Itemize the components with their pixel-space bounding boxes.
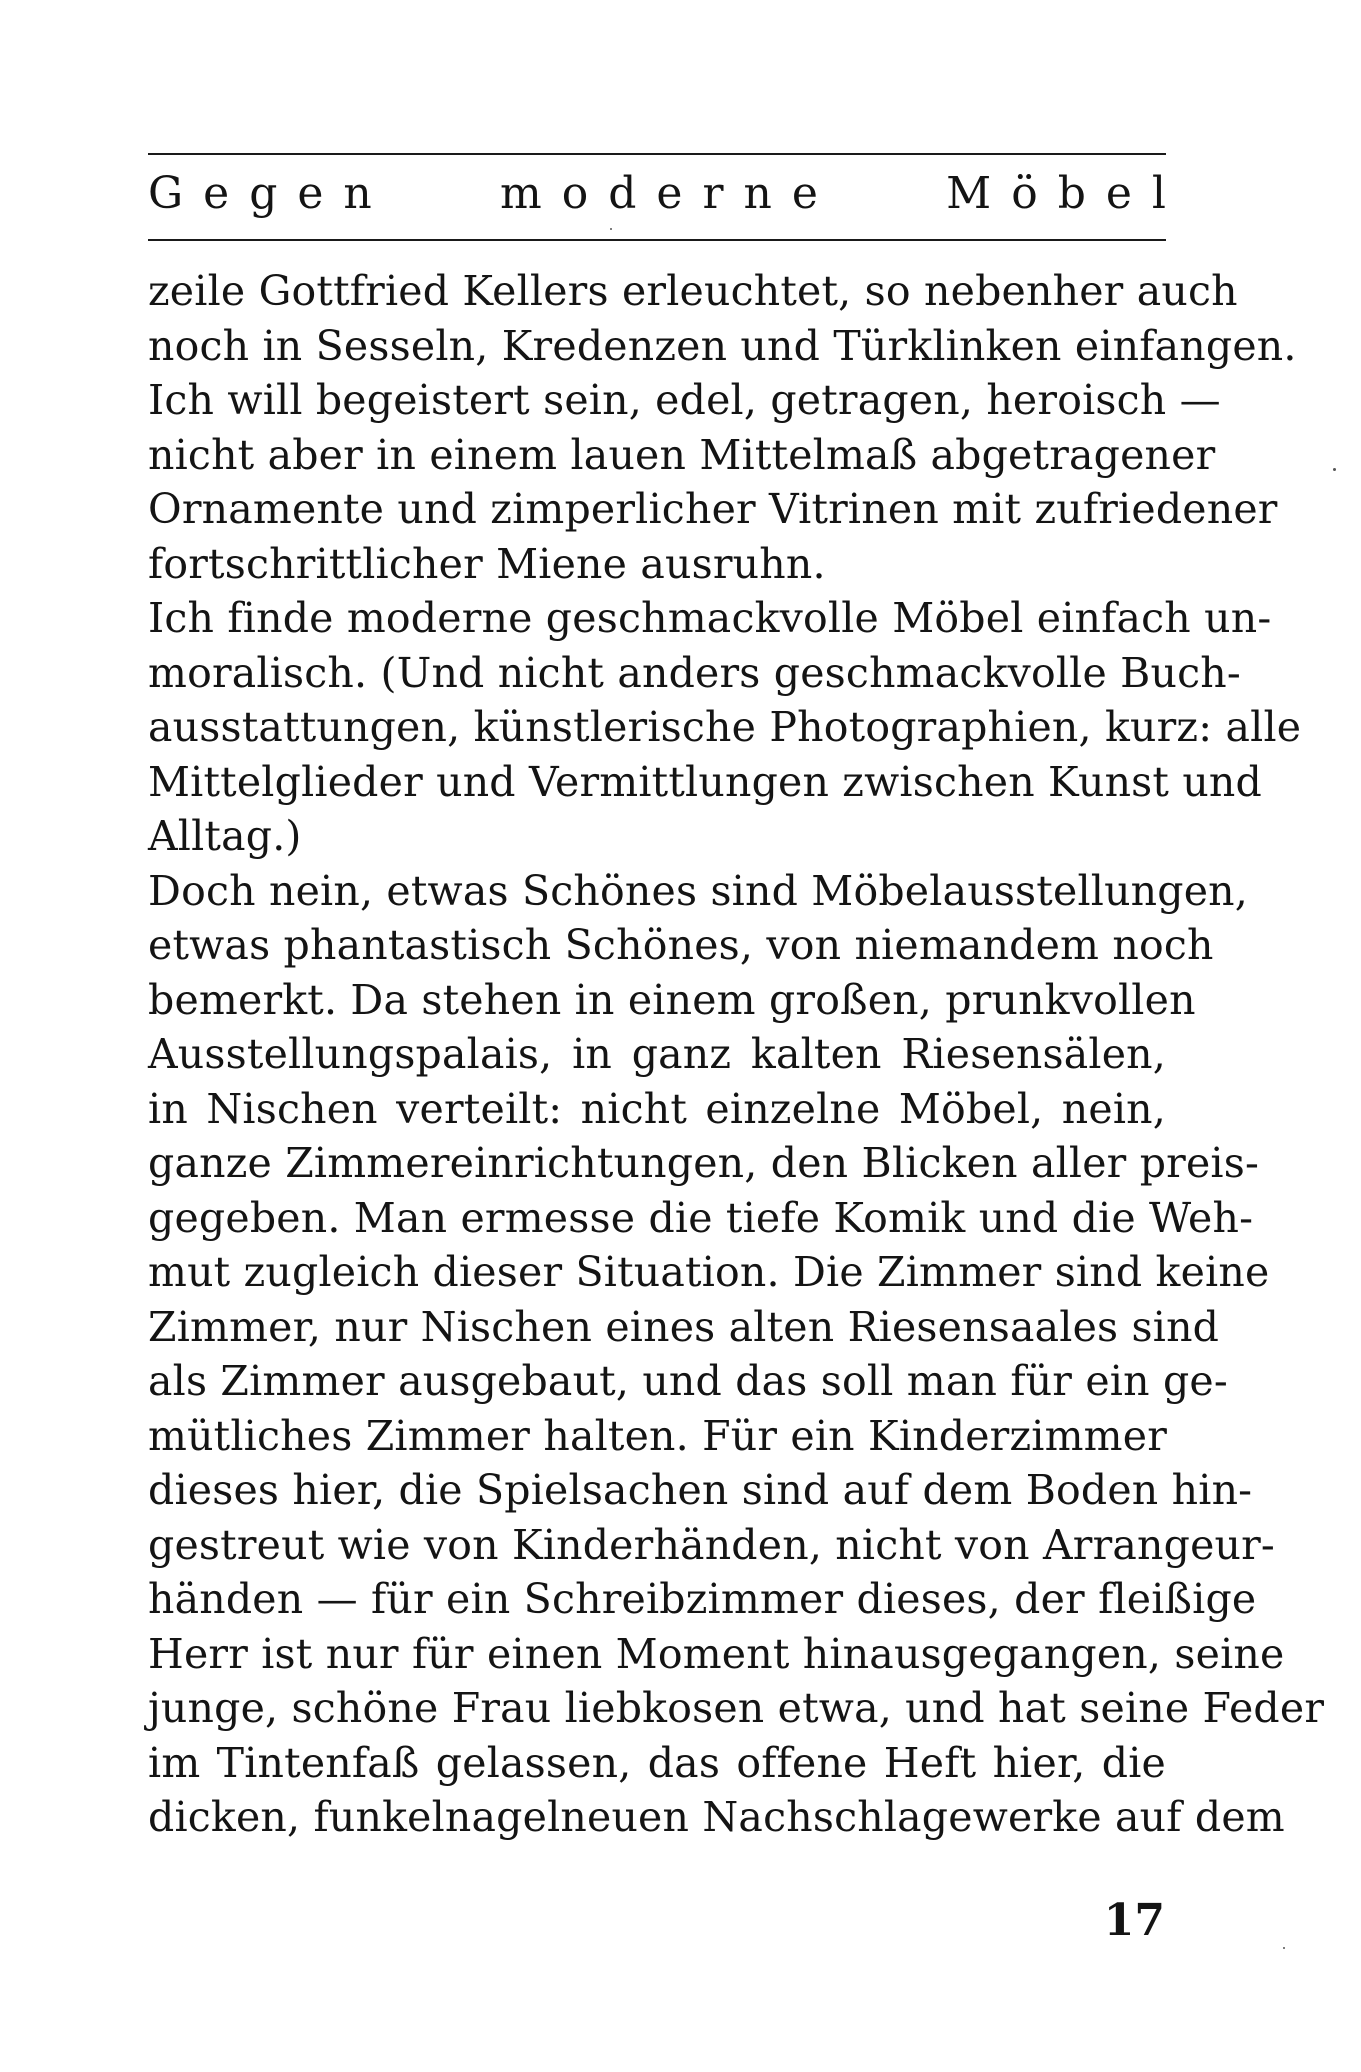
running-head-letter: e (297, 168, 324, 219)
paper-speck (1333, 468, 1336, 471)
text-line: ganze Zimmereinrichtungen, den Blicken aller preis- (148, 1139, 1260, 1187)
text-line: nicht aber in einem lauen Mittelmaß abgetragener (148, 430, 1216, 479)
body-text (148, 264, 1325, 1845)
page-number: 17 (1103, 1895, 1165, 1946)
text-line: Ausstellungspalais, in ganz kalten Riesensälen, (148, 1030, 1166, 1078)
paper-speck (1283, 1947, 1285, 1949)
text-line: etwas phantastisch Schönes, von niemandem noch (148, 921, 1214, 969)
header-rule-bottom (148, 239, 1166, 241)
running-head-letter: l (1151, 168, 1166, 219)
text-line: noch in Sesseln, Kredenzen und Türklinken einfangen. (148, 321, 1297, 370)
running-head-letter: ö (1011, 168, 1038, 219)
text-line: Ich finde moderne geschmackvolle Möbel einfach un- (148, 594, 1272, 642)
running-head-word-1 (148, 166, 372, 222)
running-head (148, 166, 1166, 222)
text-line: gegeben. Man ermesse die tiefe Komik und die Weh- (148, 1193, 1254, 1242)
text-line: Doch nein, etwas Schönes sind Möbelausstellungen, (148, 866, 1249, 915)
running-head-word-2 (500, 166, 818, 222)
text-line: Ich will begeistert sein, edel, getragen, heroisch — (148, 376, 1221, 424)
text-line: in Nischen verteilt: nicht einzelne Möbel, nein, (148, 1084, 1166, 1133)
running-head-letter: M (946, 168, 992, 219)
running-head-letter: g (249, 168, 278, 219)
text-line: Alltag.) (148, 812, 302, 860)
text-line: zeile Gottfried Kellers erleuchtet, so nebenher auch (148, 267, 1238, 315)
running-head-letter: r (702, 168, 724, 219)
running-head-letter: n (343, 168, 372, 219)
text-line: gestreut wie von Kinderhänden, nicht von Arrangeur- (148, 1520, 1275, 1569)
running-head-letter: G (148, 168, 184, 219)
running-head-letter: e (203, 168, 230, 219)
text-line: moralisch. (Und nicht anders geschmackvolle Buch- (148, 648, 1241, 697)
running-head-letter: e (1105, 168, 1132, 219)
running-head-letter: o (561, 168, 589, 219)
text-line: Mittelglieder und Vermittlungen zwischen Kunst und (148, 757, 1262, 806)
text-line: im Tintenfaß gelassen, das offene Heft hier, die (148, 1738, 1166, 1787)
text-line: dieses hier, die Spielsachen sind auf dem Boden hin- (148, 1466, 1253, 1514)
text-line: Herr ist nur für einen Moment hinausgegangen, seine (148, 1629, 1285, 1678)
running-head-letter: m (500, 168, 542, 219)
text-line: Zimmer, nur Nischen eines alten Riesensaales sind (148, 1302, 1220, 1351)
text-line: händen — für ein Schreibzimmer dieses, der fleißige (148, 1575, 1257, 1623)
running-head-letter: n (743, 168, 772, 219)
text-line: fortschrittlicher Miene ausruhn. (148, 539, 826, 588)
running-head-letter: b (1057, 168, 1086, 219)
text-line: mütliches Zimmer halten. Für ein Kinderzimmer (148, 1411, 1168, 1460)
running-head-letter: d (608, 168, 637, 219)
text-line: Ornamente und zimperlicher Vitrinen mit zufriedener (148, 485, 1278, 533)
running-head-word-3 (946, 166, 1166, 222)
text-line: bemerkt. Da stehen in einem großen, prunkvollen (148, 975, 1196, 1024)
text-line: dicken, funkelnagelneuen Nachschlagewerke auf dem (148, 1793, 1285, 1841)
text-line: junge, schöne Frau liebkosen etwa, und hat seine Feder (148, 1684, 1325, 1732)
running-head-letter: e (656, 168, 683, 219)
paper-speck (610, 228, 612, 230)
running-head-letter: e (791, 168, 818, 219)
text-line: als Zimmer ausgebaut, und das soll man für ein ge- (148, 1357, 1228, 1405)
text-line: mut zugleich dieser Situation. Die Zimmer sind keine (148, 1248, 1270, 1296)
header-rule-top (148, 153, 1166, 155)
text-line: ausstattungen, künstlerische Photographien, kurz: alle (148, 703, 1302, 751)
